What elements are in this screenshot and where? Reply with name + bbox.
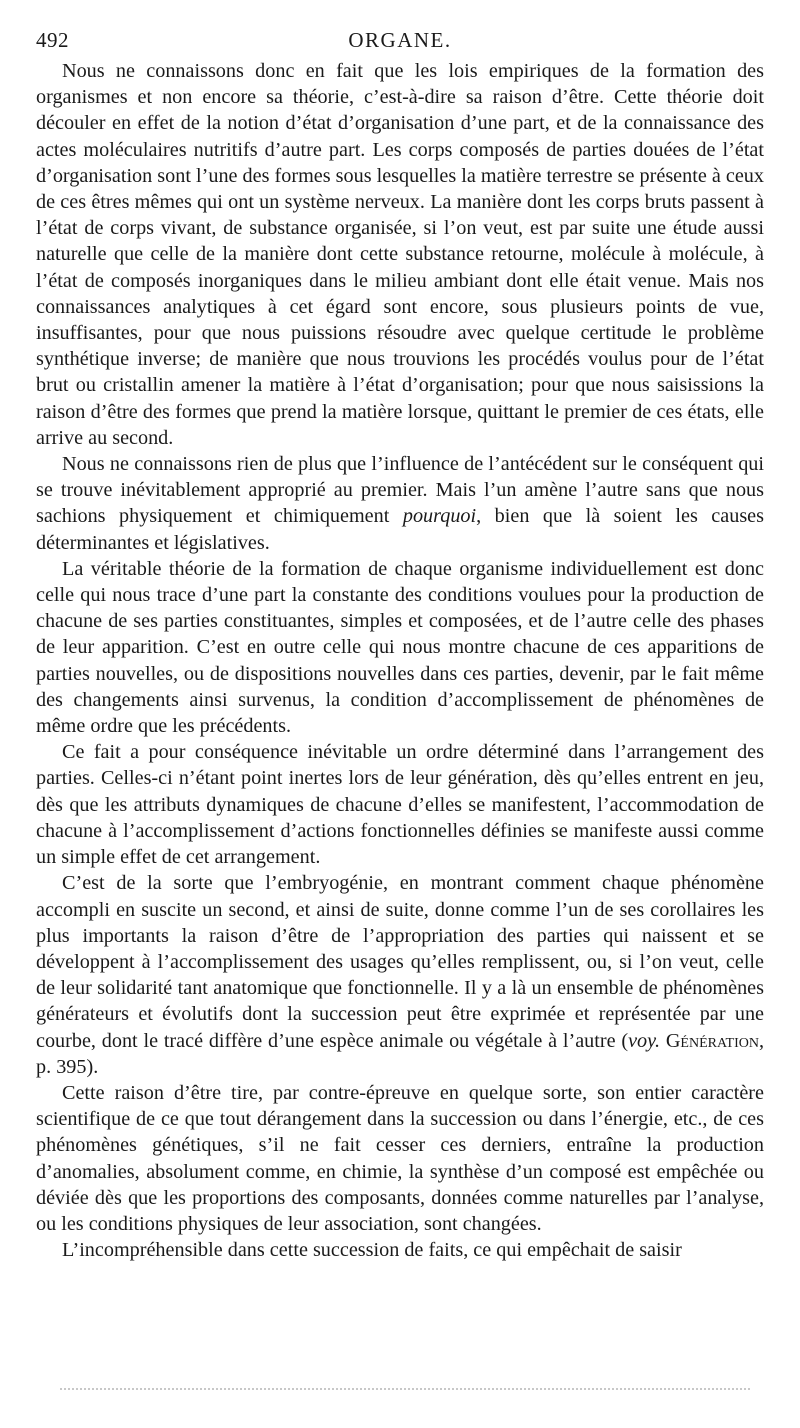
paragraph-5-text-a: C’est de la sorte que l’embryogénie, en montrant comment chaque phénomène accompli en suscite un second, et ainsi de suite, donne comme l’un de ses corollaires les plus importants la raison d’être de l’appropriation des parties qui naissent et se développent à l’accomplissement des usages qu’elles remplissent, ou, si l’on veut, celle de leur solidarité tant anatomique que fonctionnelle. Il y a là un ensemble de phénomènes générateurs et évolutifs dont la succession peut être exprimée et représentée par une courbe, dont le tracé diffère d’une espèce animale ou végétale à l’autre ( (36, 872, 764, 1052)
paragraph-5 (36, 870, 764, 1080)
paragraph-6: Cette raison d’être tire, par contre-épreuve en quelque sorte, son entier caractère scientifique de ce que tout dérangement dans la succession ou dans l’énergie, etc., de ces phénomènes génétiques, s’il ne fait cesser ces derniers, entraîne la production d’anomalies, absolument comme, en chimie, la synthèse d’un composé est empêchée ou déviée dès que les proportions des composants, données comme naturelles par l’analyse, ou les conditions physiques de leur association, sont changées. (36, 1081, 764, 1235)
paragraph-1: Nous ne connaissons donc en fait que les lois empiriques de la formation des organismes et non encore sa théorie, c’est-à-dire sa raison d’être. Cette théorie doit découler en effet de la notion d’état d’organisation d’une part, et de la connaissance des actes moléculaires nutritifs d’autre part. Les corps composés de parties douées de l’état d’organisation sont l’une des formes sous lesquelles la matière terrestre se présente à ceux de ces êtres mêmes qui ont un système nerveux. La manière dont les corps bruts passent à l’état de corps vivant, de substance organisée, si l’on veut, est par suite une étude aussi naturelle que celle de la manière dont cette substance retourne, molécule à molécule, à l’état de composés inorganiques dans le milieu ambiant dont elle était venue. Mais nos connaissances analytiques à cet égard sont encore, sous plusieurs points de vue, insuffisantes, pour que nous puissions résoudre avec quelque certitude le problème synthétique inverse; de manière que nous trouvions les procédés voulus pour de l’état brut ou cristallin amener la matière à l’état d’organisation; pour que nous saisissions la raison d’être des formes que prend la matière lorsque, quittant le premier de ces états, elle arrive au second. (36, 60, 764, 449)
running-title: ORGANE. (348, 28, 452, 52)
page-header (36, 26, 764, 58)
paragraph-5-italic: voy. (628, 1029, 661, 1052)
footer-dotted-rule (60, 1388, 750, 1390)
paragraph-3: La véritable théorie de la formation de chaque organisme individuellement est donc celle qui nous trace d’une part la constante des conditions voulues pour la production de chacune de ses parties constituantes, simples et composées, et de l’autre celle des phases de leur apparition. C’est en outre celle qui nous montre chacune de ces apparitions de parties nouvelles, ou de dispositions nouvelles dans ces parties, devenir, par le fait même des changements ainsi survenus, la condition d’accomplissement de phénomènes de même ordre que les précédents. (36, 557, 764, 738)
paragraph-2-italic: pourquoi (402, 505, 477, 528)
paragraph-5-smallcaps: Génération (665, 1029, 759, 1052)
paragraph-2-text-b: , bien que là soient les causes déterminantes et législatives. (36, 505, 764, 554)
document-page (36, 26, 764, 1263)
paragraph-4: Ce fait a pour conséquence inévitable un ordre déterminé dans l’arrangement des parties. Celles-ci n’étant point inertes lors de leur génération, dès qu’elles entrent en jeu, dès que les attributs dynamiques de chacune d’elles se manifestent, l’accommodation de chacune à l’accomplissement d’actions fonctionnelles définies se manifeste aussi comme un simple effet de cet arrangement. (36, 741, 764, 869)
paragraph-5-text-b: , p. 395). (36, 1029, 764, 1078)
paragraph-2 (36, 451, 764, 556)
body-text (36, 58, 764, 1263)
page-number: 492 (36, 28, 69, 52)
paragraph-2-text-a: Nous ne connaissons rien de plus que l’influence de l’antécédent sur le conséquent qui se trouve inévitablement approprié au premier. Mais l’un amène l’autre sans que nous sachions physiquement et chimiquement (36, 453, 764, 528)
paragraph-7: L’incompréhensible dans cette succession de faits, ce qui empêchait de saisir (62, 1239, 682, 1262)
